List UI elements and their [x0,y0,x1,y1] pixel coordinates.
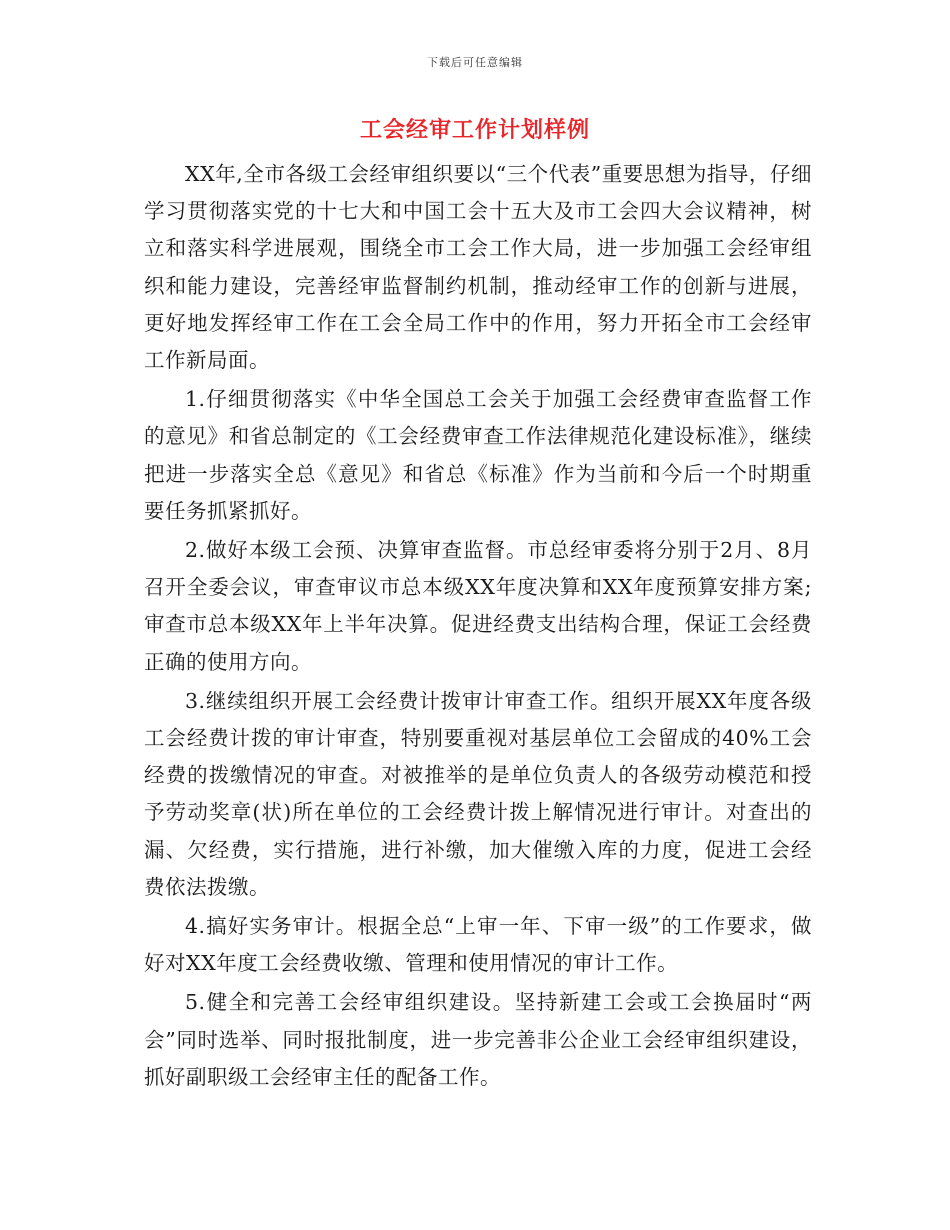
intro-paragraph: XX年,全市各级工会经审组织要以“三个代表”重要思想为指导，仔细学习贯彻落实党的十七大和中国工会十五大及市工会四大会议精神，树立和落实科学进展观，围绕全市工会工作大局，进一步加强工会经审组织和能力建设，完善经审监督制约机制，推动经审工作的创新与进展，更好地发挥经审工作在工会全局工作中的作用，努力开拓全市工会经审工作新局面。 [144,162,812,373]
item-paragraph-1: 1.仔细贯彻落实《中华全国总工会关于加强工会经费审查监督工作的意见》和省总制定的《工会经费审查工作法律规范化建设标准》，继续把进一步落实全总《意见》和省总《标准》作为当前和今后一个时期重要任务抓紧抓好。 [144,387,812,523]
item-paragraph-3: 3.继续组织开展工会经费计拨审计审查工作。组织开展XX年度各级工会经费计拨的审计审查，特别要重视对基层单位工会留成的40%工会经费的拨缴情况的审查。对被推举的是单位负责人的各级劳动模范和授予劳动奖章(状)所在单位的工会经费计拨上解情况进行审计。对查出的漏、欠经费，实行措施，进行补缴，加大催缴入库的力度，促进工会经费依法拨缴。 [144,688,812,899]
document-body [144,156,812,1098]
item-paragraph-5: 5.健全和完善工会经审组织建设。坚持新建工会或工会换届时“两会”同时选举、同时报批制度，进一步完善非公企业工会经审组织建设，抓好副职级工会经审主任的配备工作。 [144,990,812,1089]
item-paragraph-2: 2.做好本级工会预、决算审查监督。市总经审委将分别于2月、8月召开全委会议，审查审议市总本级XX年度决算和XX年度预算安排方案;审查市总本级XX年上半年决算。促进经费支出结构合理，保证工会经费正确的使用方向。 [144,538,812,674]
item-paragraph-4: 4.搞好实务审计。根据全总“上审一年、下审一级”的工作要求，做好对XX年度工会经费收缴、管理和使用情况的审计工作。 [144,914,812,976]
page-header-note: 下载后可任意编辑 [427,56,523,69]
document-title: 工会经审工作计划样例 [359,117,590,143]
